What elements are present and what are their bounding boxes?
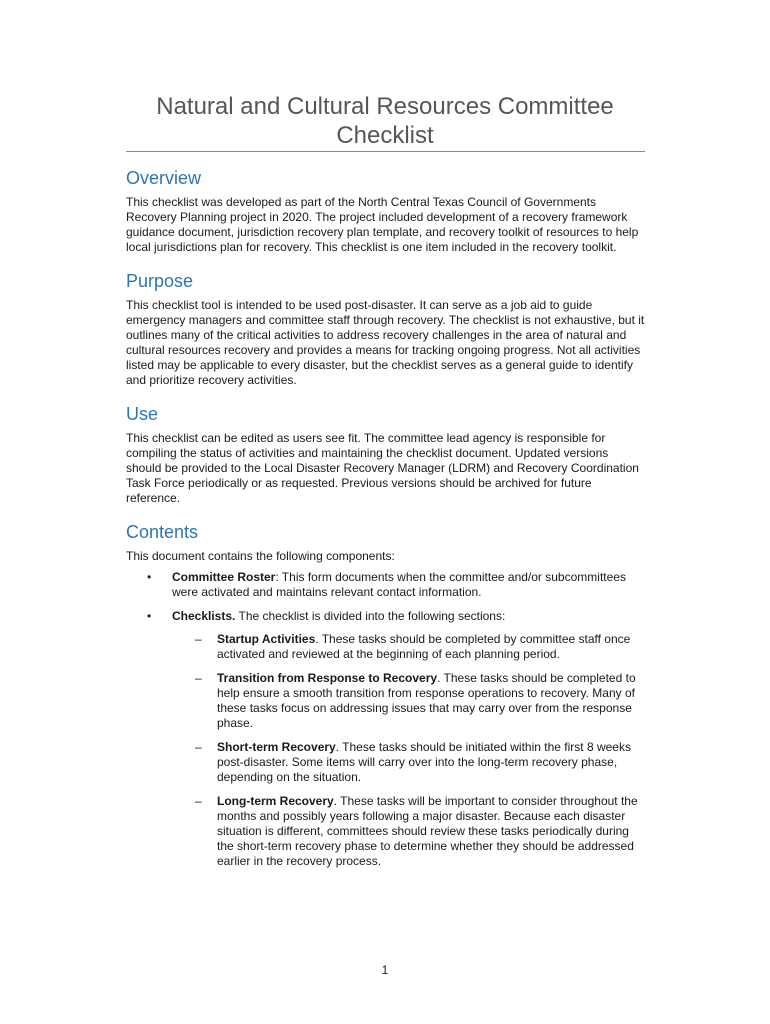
dash-icon: – xyxy=(195,671,202,685)
list-item-committee-roster xyxy=(126,570,646,600)
bullet-icon: • xyxy=(147,570,152,584)
sublist-item-text: . These tasks will be important to consider throughout the months and possibly years following a major disaster. Because each disaster situation is different, committees should review these tasks periodically during the short-term recovery phase to determine whether they should be addressed earlier in the recovery process. xyxy=(217,794,638,868)
dash-icon: – xyxy=(195,632,202,646)
purpose-heading: Purpose xyxy=(126,271,194,291)
sublist-item-startup xyxy=(172,632,646,662)
sublist-item-short-term xyxy=(172,740,646,785)
list-item-label: Checklists. xyxy=(172,609,236,623)
bullet-icon: • xyxy=(147,609,152,623)
sublist-item-transition xyxy=(172,671,646,731)
purpose-text: This checklist tool is intended to be used post-disaster. It can serve as a job aid to guide emergency managers and committee staff through recovery. The checklist is not exhaustive, but it outlines many of the critical activities to address recovery challenges in the area of natural and cultural resources recovery and provides a means for tracking ongoing progress. Not all activities listed may be applicable to every disaster, but the checklist serves as a general guide to identify and prioritize recovery activities. xyxy=(126,298,645,387)
overview-text: This checklist was developed as part of the North Central Texas Council of Governments Recovery Planning project in 2020. The project included development of a recovery framework guidance document, jurisdiction recovery plan template, and recovery toolkit of resources to help local jurisdictions plan for recovery. This checklist is one item included in the recovery toolkit. xyxy=(126,195,639,254)
sublist-item-label: Startup Activities xyxy=(217,632,316,646)
list-item-label: Committee Roster xyxy=(172,570,276,584)
dash-icon: – xyxy=(195,740,202,754)
dash-icon: – xyxy=(195,794,202,808)
contents-list xyxy=(126,570,646,869)
checklist-sections-list xyxy=(172,632,646,869)
sublist-item-text: . These tasks should be completed to help ensure a smooth transition from response operations to recovery. Many of these tasks focus on addressing issues that may carry over from the response phase. xyxy=(217,671,636,730)
sublist-item-text: . These tasks should be initiated within the first 8 weeks post-disaster. Some items will carry over into the long-term recovery phase, depending on the situation. xyxy=(217,740,631,784)
document-title: Natural and Cultural Resources Committee Checklist xyxy=(156,93,614,149)
sublist-item-long-term xyxy=(172,794,646,869)
sublist-item-text: . These tasks should be completed by committee staff once activated and reviewed at the beginning of each planning period. xyxy=(217,632,631,661)
title-divider xyxy=(126,151,645,152)
list-item-text: The checklist is divided into the following sections: xyxy=(235,609,506,623)
document-body xyxy=(126,167,646,878)
overview-heading: Overview xyxy=(126,168,202,188)
sublist-item-label: Long-term Recovery xyxy=(217,794,334,808)
contents-heading: Contents xyxy=(126,522,199,542)
page-number: 1 xyxy=(381,963,389,977)
list-item-checklists xyxy=(126,609,646,869)
use-text: This checklist can be edited as users see fit. The committee lead agency is responsible for compiling the status of activities and maintaining the checklist document. Updated versions should be provided to the Local Disaster Recovery Manager (LDRM) and Recovery Coordination Task Force periodically or as requested. Previous versions should be archived for future reference. xyxy=(126,431,639,505)
list-item-text: : This form documents when the committee and/or subcommittees were activated and maintains relevant contact information. xyxy=(172,570,626,599)
contents-intro: This document contains the following components: xyxy=(126,549,395,563)
use-heading: Use xyxy=(126,404,159,424)
sublist-item-label: Transition from Response to Recovery xyxy=(217,671,438,685)
sublist-item-label: Short-term Recovery xyxy=(217,740,336,754)
